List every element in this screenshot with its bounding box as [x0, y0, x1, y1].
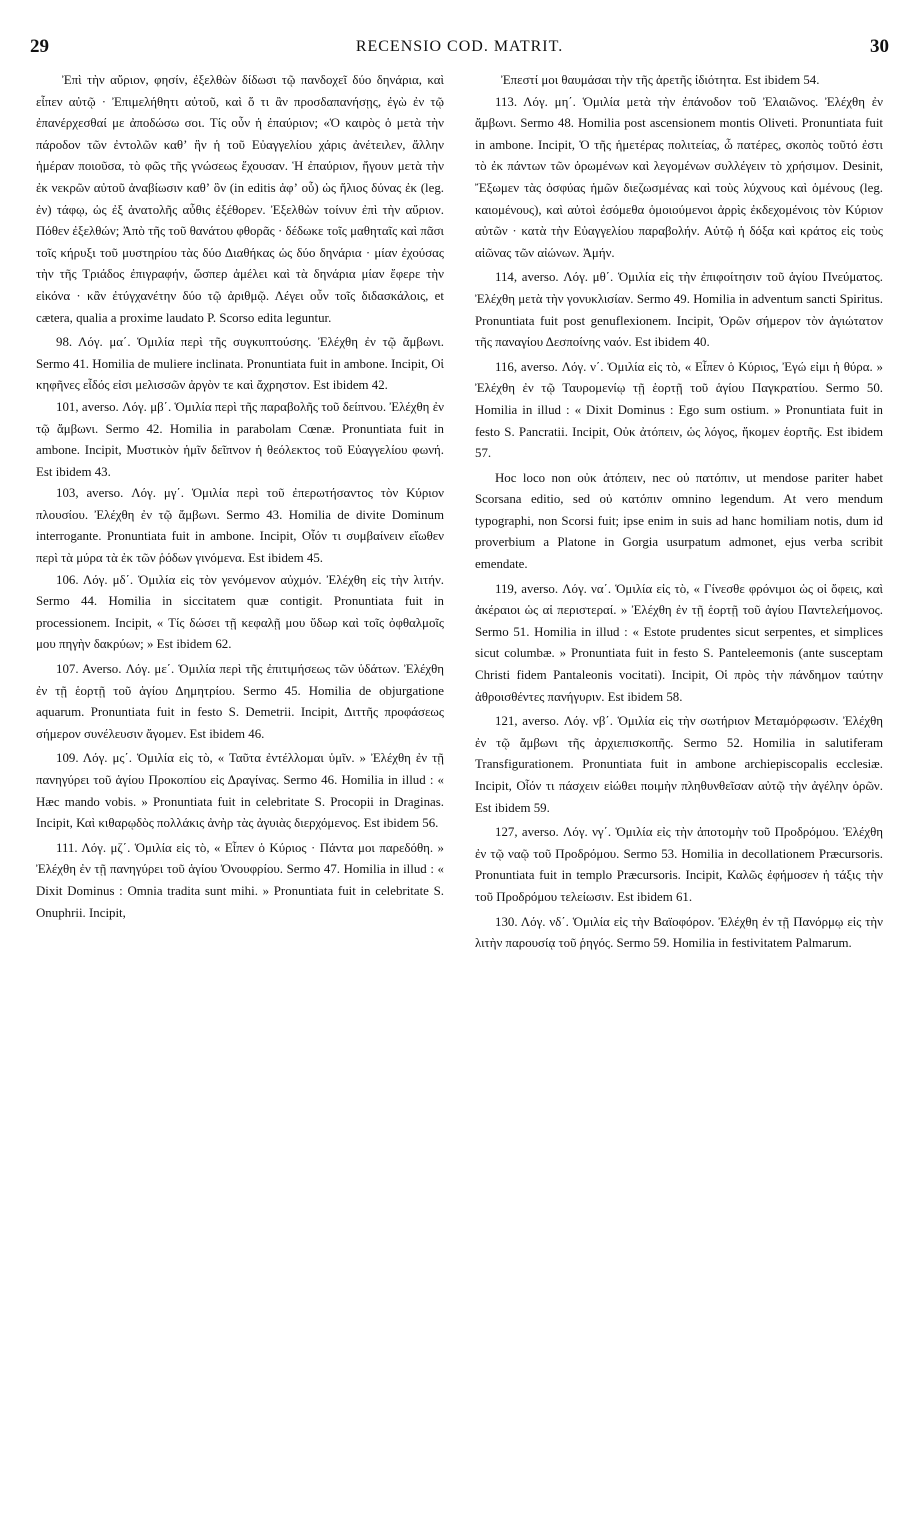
paragraph: 127, averso. Λόγ. νγ΄. Ὁμιλία εἰς τὴν ἀποτομὴν τοῦ Προδρόμου. Ἐλέχθη ἐν τῷ ναῷ τοῦ Προδρόμου. Sermo 53. Homilia in decollationem Præcursoris. Pronuntiata fuit in templo Præcursoris. Incipit, Καλῶς ἐφήμοσεν ἡ τάξις τὴν τοῦ Προδρόμου τελείωσιν. Est ibidem 61.	[475, 825, 883, 904]
paragraph: 113. Λόγ. μη΄. Ὁμιλία μετὰ τὴν ἐπάνοδον τοῦ Ἐλαιῶνος. Ἐλέχθη ἐν ἄμβωνι. Sermo 48. Homilia post ascensionem montis Oliveti. Pronuntiata fuit in ambone. Incipit, Ὁ τῆς ἡμετέρας πολιτείας, ὦ πατέρες, σκοπὸς τοῦτό ἐστι τὸ ἐκ πάντων τῶν ὁρωμένων καὶ λεγομένων συλλέγειν τὸ χρήσιμον. Desinit, Ἔξωμεν τὰς ὀσφύας ἡμῶν διεζωσμένας καὶ τοὺς λύχνους καὶ ὁμένους (leg. καιομένους), καὶ αὐτοὶ ἐσόμεθα ὁμοιούμενοι ἀρρὶς ἐκδεχομένοις τὸν Κύριον αὐτῶν · κατὰ τὴν Εὐαγγελίου παραβολήν. Αὐτῷ ἡ δόξα καὶ κράτος εἰς τοὺς αἰῶνας τῶν αἰώνων. Ἀμήν.	[475, 94, 883, 260]
paragraph: 130. Λόγ. νδ΄. Ὁμιλία εἰς τὴν Βαϊοφόρον. Ἐλέχθη ἐν τῇ Πανόρμῳ εἰς τὴν λιτὴν παρουσίᾳ τοῦ ῥηγός. Sermo 59. Homilia in festivitatem Palmarum.	[475, 914, 883, 951]
left-column	[36, 70, 444, 924]
paragraph: 106. Λόγ. μδ΄. Ὁμιλία εἰς τὸν γενόμενον αὐχμόν. Ἐλέχθη εἰς τὴν λιτήν. Sermo 44. Homilia in siccitatem quæ contigit. Pronuntiata fuit in processionem. Incipit, « Τίς δώσει τῇ κεφαλῇ μου ὕδωρ καὶ τοῖς ὀφθαλμοῖς μου πηγὴν δακρύων; » Est ibidem 62.	[36, 572, 444, 652]
paragraph: 103, averso. Λόγ. μγ΄. Ὁμιλία περὶ τοῦ ἐπερωτήσαντος τὸν Κύριον πλουσίου. Ἐλέχθη ἐν τῷ ἄμβωνι. Sermo 43. Homilia de divite Dominum interrogante. Pronuntiata fuit in ambone. Incipit, Οἶόν τι συμβαίνειν εἴωθεν περὶ τὰ μύρα τὰ ἐκ τῶν ῥόδων γινόμενα. Est ibidem 45.	[36, 486, 444, 566]
page-header	[30, 36, 889, 60]
paragraph: 119, averso. Λόγ. να΄. Ὁμιλία εἰς τὸ, « Γίνεσθε φρόνιμοι ὡς οἱ ὄφεις, καὶ ἀκέραιοι ὡς αἱ περιστεραί. » Ἐλέχθη ἐν τῇ ἑορτῇ τοῦ ἁγίου Παντελεήμονος. Sermo 51. Homilia in illud : « Estote prudentes sicut serpentes, et simplices sicut columbæ. » Pronuntiata fuit in festo S. Panteleemonis (ante susceptam Christi fidem Pantaleonis vocitati). Incipit, Οἱ πρὸς τὴν πάνδημον ταύτην ἀθροισθέντες πανήγυριν. Est ibidem 58.	[475, 581, 883, 704]
paragraph: Ἐπεστί μοι θαυμάσαι τὴν τῆς ἀρετῆς ἰδιότητα. Est ibidem 54.	[501, 73, 820, 87]
running-title: RECENSIO COD. MATRIT.	[355, 38, 564, 55]
right-column	[475, 70, 883, 955]
page-number-left: 29	[30, 36, 49, 57]
paragraph: 114, averso. Λόγ. μθ΄. Ὁμιλία εἰς τὴν ἐπιφοίτησιν τοῦ ἁγίου Πνεύματος. Ἐλέχθη μετὰ τὴν γονυκλισίαν. Sermo 49. Homilia in adventum sancti Spiritus. Pronuntiata fuit post genuflexionem. Incipit, Ὁρῶν σήμερον τὸν ἁγιώτατον τῆς παναγίου Δεσποίνης ναόν. Est ibidem 40.	[475, 270, 883, 350]
paragraph: Ἐπὶ τὴν αὔριον, φησίν, ἐξελθὼν δίδωσι τῷ πανδοχεῖ δύο δηνάρια, καὶ εἶπεν αὐτῷ · Ἐπιμελήθητι αὐτοῦ, καὶ ὅ τι ἂν προσδαπανήσῃς, ἐγὼ ἐν τῷ ἐπανέρχεσθαί με ἀποδώσω σοι. Τίς οὖν ἡ ἐπαύριον; «Ὁ καιρὸς ὁ μετὰ τὴν πάροδον τῶν ἐντολῶν καθʼ ἣν ἡ τοῦ Εὐαγγελίου χάρις ἀνέτειλεν, ἄλλην ἡμέραν ποιοῦσα, τὸ φῶς τῆς γνώσεως ἔχουσαν. Ἡ ἐπαύριον, ἤγουν μετὰ τὴν ἐκ νεκρῶν αὐτοῦ ἀναβίωσιν καθʼ ὃν (in editis ἀφʼ οὗ) ὡς ἥλιος δύνας ἐκ (leg. ἐν) τάφῳ, ὡς ἐξ ἀνατολῆς αὖθις ἐξέθορεν. Ἐξελθὼν τοίνυν ἐπὶ τὴν αὔριον. Πόθεν ἐξελθών; Ἀπὸ τῆς τοῦ θανάτου φθορᾶς · δέδωκε τοῖς μαθηταῖς καὶ πᾶσι τοῖς κήρυξι τοῦ μυστηρίου τὰς δύο Διαθήκας ὡς δύο δηνάρια · μίαν ἐχούσας τὴν τῆς Τριάδος ἐπιγραφήν, ὥσπερ ἀμέλει καὶ τὰ δηνάρια μίαν ἔφερε τὴν εἰκόνα · κἂν ἐτύγχανέτην δύο τῷ ἀριθμῷ. Λέγει οὖν τοῖς διδασκάλοις, et cætera, qualia a proxime laudato P. Scorso edita leguntur.	[36, 73, 444, 325]
paragraph: 109. Λόγ. μς΄. Ὁμιλία εἰς τὸ, « Ταῦτα ἐντέλλομαι ὑμῖν. » Ἐλέχθη ἐν τῇ πανηγύρει τοῦ ἁγίου Προκοπίου εἰς Δραγίνας. Sermo 46. Homilia in illud : « Hæc mando vobis. » Pronuntiata fuit in celebritate S. Procopii in Draginas. Incipit, Καὶ κιθαρῳδὸς πολλάκις ἀνὴρ τὰς ἀγυιὰς διερχόμενος. Est ibidem 56.	[36, 751, 444, 831]
paragraph: 98. Λόγ. μα΄. Ὁμιλία περὶ τῆς συγκυπτούσης. Ἐλέχθη ἐν τῷ ἄμβωνι. Sermo 41. Homilia de muliere inclinata. Pronuntiata fuit in ambone. Incipit, Οἱ κηφῆνες εἶδός εἰσι μελισσῶν ἀργὸν τε καὶ ἄχρηστον. Est ibidem 42.	[36, 335, 444, 393]
paragraph: Hoc loco non οὐκ ἀτόπειν, nec οὐ πατόπιν, ut mendose pariter habet Scorsana editio, sed οὐ κατόπιν omnino legendum. At vero mendum typographi, non Scorsi fuit; ipse enim in suis ad hanc homiliam notis, dum id proverbium a Platone in Gorgia usurpatum admonet, ejus verba scribit emendate.	[475, 470, 883, 572]
paragraph: 111. Λόγ. μζ΄. Ὁμιλία εἰς τὸ, « Εἶπεν ὁ Κύριος · Πάντα μοι παρεδόθη. » Ἐλέχθη ἐν τῇ πανηγύρει τοῦ ἁγίου Ὀνουφρίου. Sermo 47. Homilia in illud : « Dixit Dominus : Omnia tradita sunt mihi. » Pronuntiata fuit in celebritate S. Onuphrii. Incipit,	[36, 840, 444, 920]
paragraph: 116, averso. Λόγ. ν΄. Ὁμιλία εἰς τὸ, « Εἶπεν ὁ Κύριος, Ἐγώ εἰμι ἡ θύρα. » Ἐλέχθη ἐν τῷ Ταυρομενίῳ τῇ ἑορτῇ τοῦ ἁγίου Παγκρατίου. Sermo 50. Homilia in illud : « Dixit Dominus : Ego sum ostium. » Pronuntiata fuit in festo S. Pancratii. Incipit, Οὐκ ἀτόπειν, ὡς λόγος, ἥκομεν ἑορτῆς. Est ibidem 57.	[475, 359, 883, 461]
paragraph: 107. Averso. Λόγ. με΄. Ὁμιλία περὶ τῆς ἐπιτιμήσεως τῶν ὑδάτων. Ἐλέχθη ἐν τῇ ἑορτῇ τοῦ ἁγίου Δημητρίου. Sermo 45. Homilia de objurgatione aquarum. Pronuntiata fuit in festo S. Demetrii. Incipit, Διττῆς προφάσεως σήμερον συνέλευσιν ἄγομεν. Est ibidem 46.	[36, 662, 444, 741]
paragraph: 101, averso. Λόγ. μβ΄. Ὁμιλία περὶ τῆς παραβολῆς τοῦ δείπνου. Ἐλέχθη ἐν τῷ ἄμβωνι. Sermo 42. Homilia in parabolam Cœnæ. Pronuntiata fuit in ambone. Incipit, Μυστικὸν ἡμῖν δεῖπνον ἡ θεόλεκτος τοῦ Εὐαγγελίου φωνή. Est ibidem 43.	[36, 399, 444, 479]
paragraph: 121, averso. Λόγ. νβ΄. Ὁμιλία εἰς τὴν σωτήριον Μεταμόρφωσιν. Ἐλέχθη ἐν τῷ ἄμβωνι τῆς ἀρχιεπισκοπῆς. Sermo 52. Homilia in salutiferam Transfigurationem. Pronuntiata fuit in ambone archiepiscopalis ecclesiæ. Incipit, Οἷόν τι πάσχειν εἰώθει ποιμὴν πληθυνθεῖσαν αὐτῷ τὴν ἀγέλην ὁρῶν. Est ibidem 59.	[475, 714, 883, 815]
page-number-right: 30	[870, 36, 889, 57]
